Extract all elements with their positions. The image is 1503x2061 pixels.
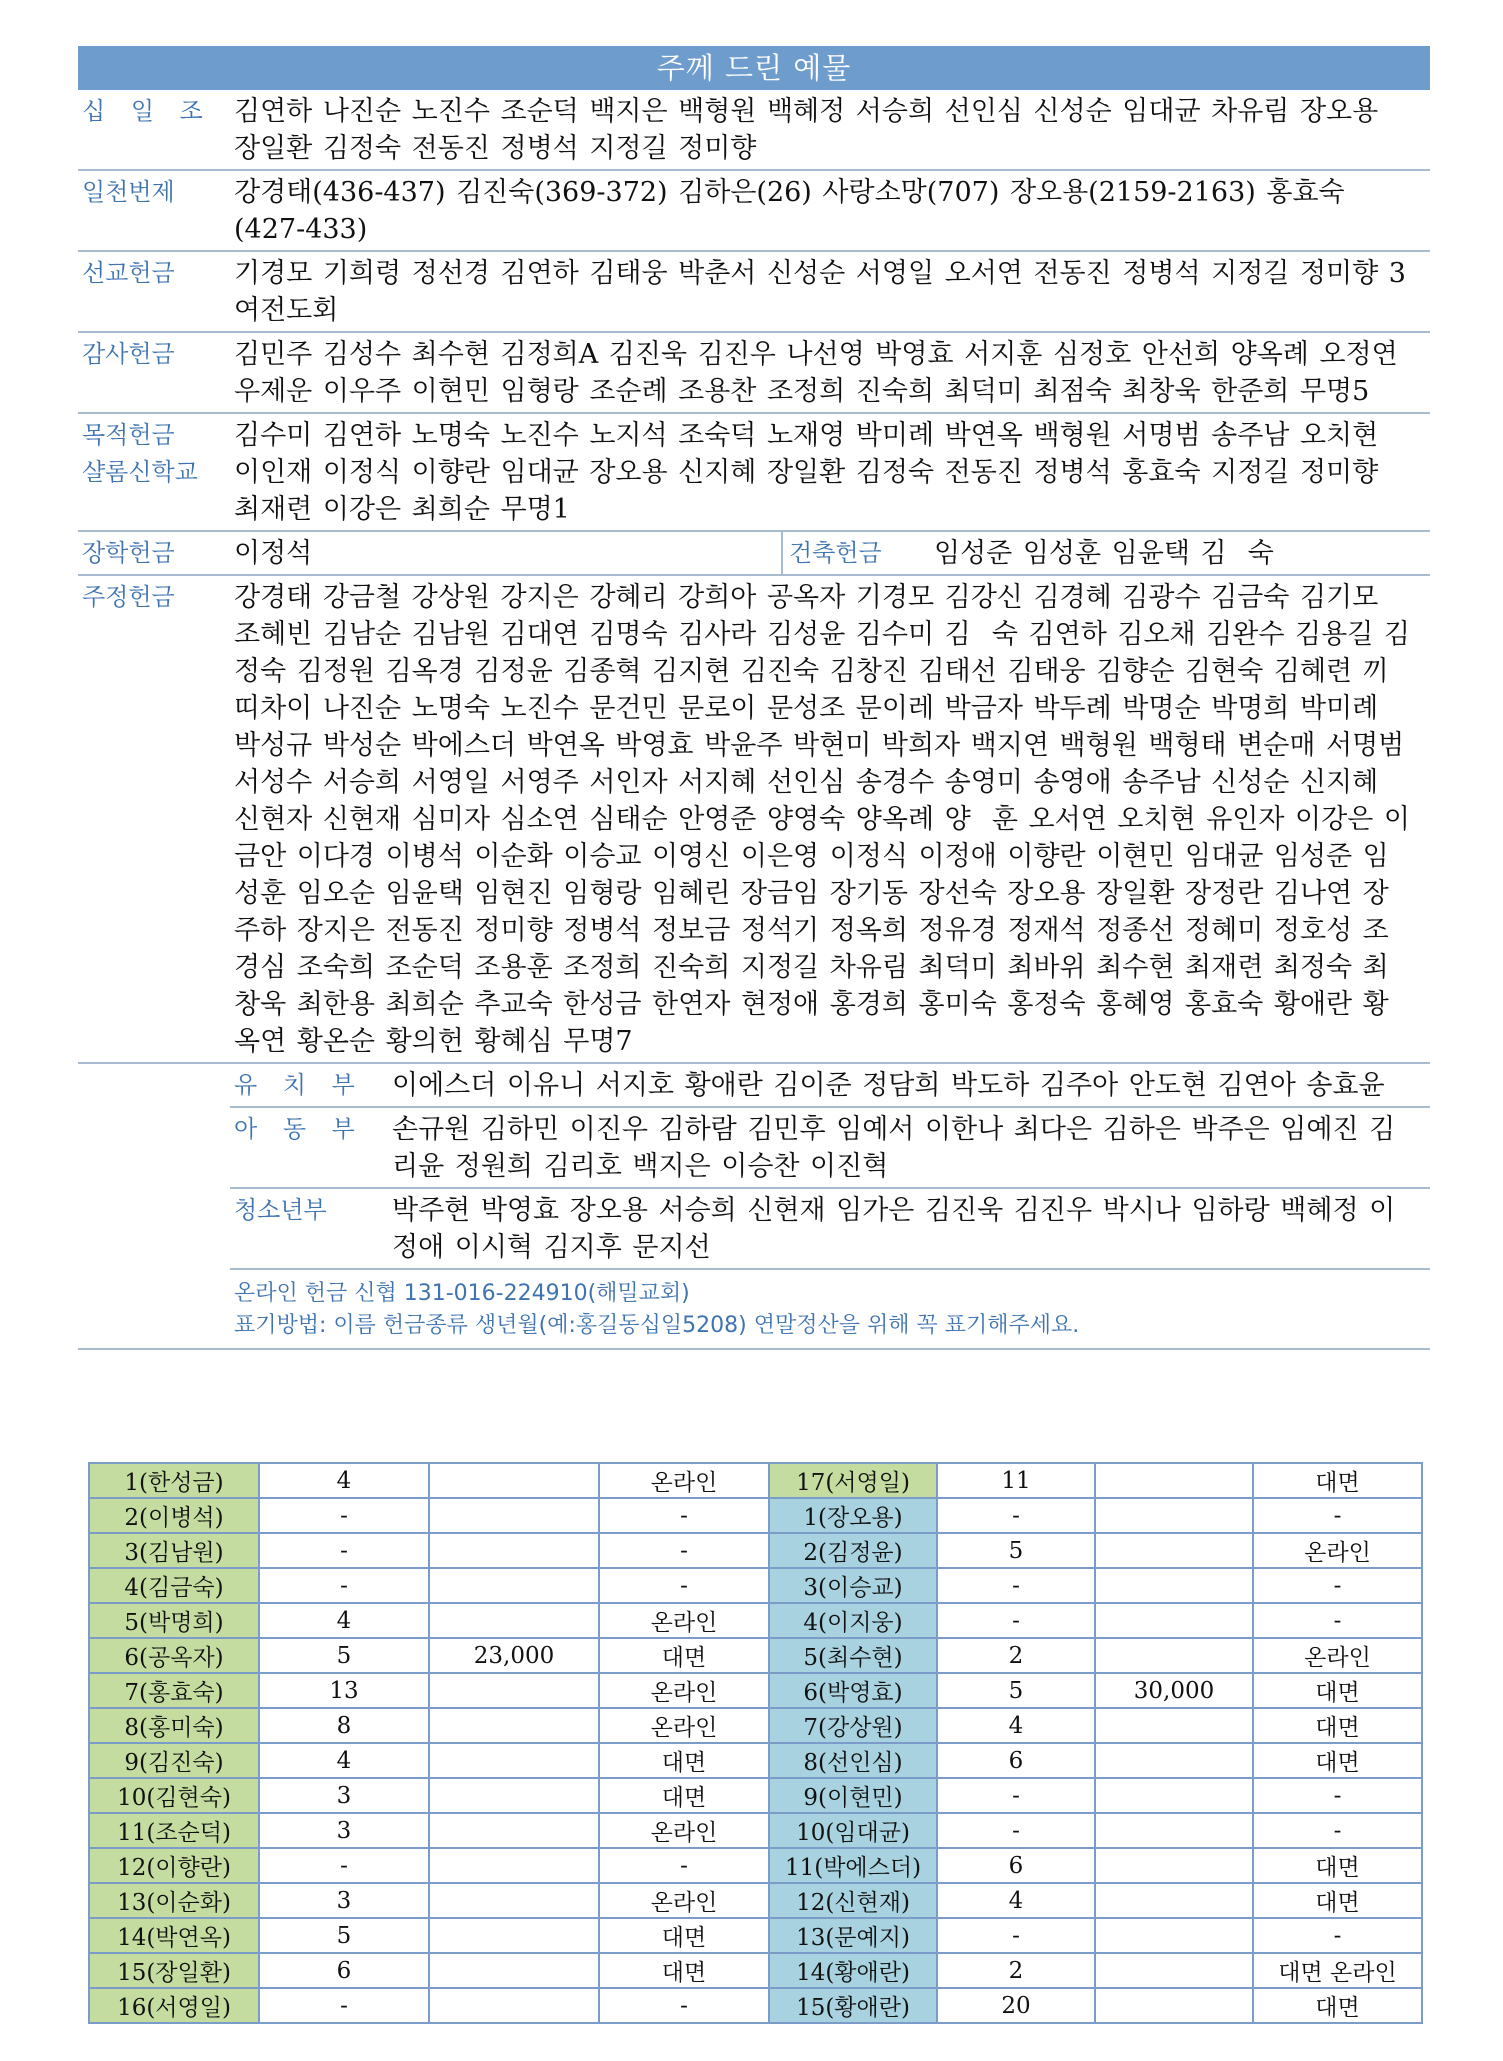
amount-cell xyxy=(1095,1883,1253,1918)
donor-names: 이에스더 이유니 서지호 황애란 김이준 정담희 박도하 김주아 안도현 김연아 송효윤 xyxy=(392,1070,1385,1101)
section-thousand-offerings xyxy=(78,171,1430,252)
section-label xyxy=(78,417,234,528)
amount-cell xyxy=(1095,1813,1253,1848)
amount-cell xyxy=(1095,1743,1253,1778)
mode-cell: 대면 xyxy=(1253,1673,1422,1708)
amount-cell xyxy=(429,1953,599,1988)
amount-cell xyxy=(429,1568,599,1603)
count-cell: 3 xyxy=(259,1813,429,1848)
amount-cell: 23,000 xyxy=(429,1638,599,1673)
count-cell: - xyxy=(937,1918,1095,1953)
amount-cell xyxy=(429,1918,599,1953)
amount-cell xyxy=(429,1883,599,1918)
member-name: 4(이지웅) xyxy=(769,1603,937,1638)
table-row xyxy=(89,1813,1422,1848)
mode-cell: 온라인 xyxy=(1253,1533,1422,1568)
section-label: 선교헌금 xyxy=(82,259,175,287)
mode-cell: 온라인 xyxy=(599,1603,769,1638)
count-cell: 3 xyxy=(259,1778,429,1813)
donor-names: 손규원 김하민 이진우 김하람 김민후 임예서 이한나 최다은 김하은 박주은 임예진 김리윤 정원희 김리호 백지은 이승찬 이진혁 xyxy=(392,1114,1396,1182)
section-label: 청소년부 xyxy=(234,1196,327,1224)
count-cell: - xyxy=(937,1568,1095,1603)
member-name: 3(이승교) xyxy=(769,1568,937,1603)
member-name: 10(임대균) xyxy=(769,1813,937,1848)
member-name: 2(이병석) xyxy=(89,1498,259,1533)
count-cell: - xyxy=(937,1498,1095,1533)
count-cell: 6 xyxy=(937,1848,1095,1883)
amount-cell xyxy=(1095,1988,1253,2023)
amount-cell xyxy=(429,1533,599,1568)
member-name: 10(김현숙) xyxy=(89,1778,259,1813)
amount-cell xyxy=(1095,1638,1253,1673)
member-name: 12(이향란) xyxy=(89,1848,259,1883)
amount-cell xyxy=(429,1498,599,1533)
mode-cell: 대면 xyxy=(1253,1743,1422,1778)
donor-names: 김연하 나진순 노진수 조순덕 백지은 백형원 백혜정 서승희 선인심 신성순 임대균 차유림 장오용 장일환 김정숙 전동진 정병석 지정길 정미향 xyxy=(234,96,1379,164)
member-name: 17(서영일) xyxy=(769,1463,937,1498)
count-cell: 4 xyxy=(259,1463,429,1498)
section-label: 일천번제 xyxy=(82,178,175,206)
mode-cell: 온라인 xyxy=(599,1883,769,1918)
amount-cell xyxy=(429,1813,599,1848)
mode-cell: 대면 xyxy=(599,1778,769,1813)
count-cell: 11 xyxy=(937,1463,1095,1498)
count-cell: - xyxy=(259,1988,429,2023)
member-name: 6(박영효) xyxy=(769,1673,937,1708)
member-name: 8(홍미숙) xyxy=(89,1708,259,1743)
amount-cell xyxy=(1095,1778,1253,1813)
member-name: 4(김금숙) xyxy=(89,1568,259,1603)
mode-cell: 대면 온라인 xyxy=(1253,1953,1422,1988)
member-name: 11(조순덕) xyxy=(89,1813,259,1848)
amount-cell xyxy=(429,1708,599,1743)
section-label: 건축헌금 xyxy=(789,539,882,567)
member-name: 5(최수현) xyxy=(769,1638,937,1673)
member-name: 5(박명희) xyxy=(89,1603,259,1638)
member-name: 1(한성금) xyxy=(89,1463,259,1498)
member-name: 13(이순화) xyxy=(89,1883,259,1918)
donor-names: 김민주 김성수 최수현 김정희A 김진욱 김진우 나선영 박영효 서지훈 심정호 안선희 양옥례 오정연 우제운 이우주 이현민 임형랑 조순례 조용찬 조정희 진숙희 최덕미 최점숙 최창욱 한준희 무명5 xyxy=(234,339,1398,407)
mode-cell: - xyxy=(599,1533,769,1568)
donor-names: 김수미 김연하 노명숙 노진수 노지석 조숙덕 노재영 박미례 박연옥 백형원 서명범 송주남 오치현 이인재 이정식 이향란 임대균 장오용 신지혜 장일환 김정숙 전동진 정병석 홍효숙 지정길 정미향 최재련 이강은 최희순 무명1 xyxy=(234,420,1379,525)
member-name: 14(황애란) xyxy=(769,1953,937,1988)
donor-names: 박주현 박영효 장오용 서승희 신현재 임가은 김진욱 김진우 박시나 임하랑 백혜정 이정애 이시혁 김지후 문지선 xyxy=(392,1195,1396,1263)
member-name: 8(선인심) xyxy=(769,1743,937,1778)
table-row xyxy=(89,1463,1422,1498)
mode-cell: - xyxy=(599,1988,769,2023)
amount-cell: 30,000 xyxy=(1095,1673,1253,1708)
section-tithe xyxy=(78,90,1430,171)
count-cell: - xyxy=(259,1568,429,1603)
count-cell: 5 xyxy=(259,1918,429,1953)
count-cell: 6 xyxy=(259,1953,429,1988)
mode-cell: - xyxy=(1253,1778,1422,1813)
donor-names: 임성준 임성훈 임윤택 김 숙 xyxy=(934,538,1274,569)
table-row xyxy=(89,1778,1422,1813)
section-building xyxy=(783,532,1430,574)
section-youth xyxy=(230,1189,1430,1270)
section-thanks-offering xyxy=(78,333,1430,414)
member-name: 3(김남원) xyxy=(89,1533,259,1568)
section-label: 장학헌금 xyxy=(82,539,175,567)
member-name: 7(홍효숙) xyxy=(89,1673,259,1708)
table-row xyxy=(89,1848,1422,1883)
amount-cell xyxy=(1095,1708,1253,1743)
count-cell: - xyxy=(259,1533,429,1568)
mode-cell: - xyxy=(1253,1918,1422,1953)
amount-cell xyxy=(429,1463,599,1498)
table-row xyxy=(89,1603,1422,1638)
mode-cell: 대면 xyxy=(1253,1708,1422,1743)
count-cell: 3 xyxy=(259,1883,429,1918)
count-cell: 2 xyxy=(937,1638,1095,1673)
count-cell: 4 xyxy=(259,1743,429,1778)
count-cell: - xyxy=(937,1603,1095,1638)
mode-cell: - xyxy=(1253,1813,1422,1848)
count-cell: 20 xyxy=(937,1988,1095,2023)
amount-cell xyxy=(429,1673,599,1708)
amount-cell xyxy=(429,1988,599,2023)
mode-cell: 대면 xyxy=(1253,1883,1422,1918)
count-cell: 8 xyxy=(259,1708,429,1743)
member-name: 11(박에스더) xyxy=(769,1848,937,1883)
donor-names: 강경태(436-437) 김진숙(369-372) 김하은(26) 사랑소망(707) 장오용(2159-2163) 홍효숙(427-433) xyxy=(234,177,1345,245)
section-label: 감사헌금 xyxy=(82,340,175,368)
amount-cell xyxy=(1095,1848,1253,1883)
section-mission-offering xyxy=(78,252,1430,333)
mode-cell: - xyxy=(1253,1603,1422,1638)
page-title: 주께 드린 예물 xyxy=(78,46,1430,90)
table-row xyxy=(89,1533,1422,1568)
table-row xyxy=(89,1988,1422,2023)
count-cell: 4 xyxy=(259,1603,429,1638)
count-cell: 5 xyxy=(937,1673,1095,1708)
donor-names: 기경모 기희령 정선경 김연하 김태웅 박춘서 신성순 서영일 오서연 전동진 정병석 지정길 정미향 3여전도회 xyxy=(234,258,1406,326)
table-row xyxy=(89,1638,1422,1673)
table-row xyxy=(89,1953,1422,1988)
mode-cell: 대면 xyxy=(1253,1988,1422,2023)
member-name: 14(박연옥) xyxy=(89,1918,259,1953)
section-children xyxy=(230,1108,1430,1189)
member-name: 6(공옥자) xyxy=(89,1638,259,1673)
section-weekly-offering xyxy=(78,576,1430,1064)
mode-cell: - xyxy=(599,1848,769,1883)
mode-cell: 온라인 xyxy=(599,1673,769,1708)
count-cell: 5 xyxy=(259,1638,429,1673)
mode-cell: - xyxy=(599,1498,769,1533)
count-cell: 6 xyxy=(937,1743,1095,1778)
mode-cell: 온라인 xyxy=(599,1813,769,1848)
donor-names: 이정석 xyxy=(234,538,313,569)
mode-cell: 대면 xyxy=(599,1953,769,1988)
amount-cell xyxy=(1095,1918,1253,1953)
table-row xyxy=(89,1708,1422,1743)
section-kindergarten xyxy=(230,1064,1430,1108)
section-scholarship-building xyxy=(78,532,1430,576)
offering-report xyxy=(78,46,1430,1350)
bank-account-info: 온라인 헌금 신협 131-016-224910(해밀교회) xyxy=(234,1281,690,1306)
online-offering-notice xyxy=(78,1270,1430,1350)
donor-names: 강경태 강금철 강상원 강지은 강혜리 강희아 공옥자 기경모 김강신 김경혜 김광수 김금숙 김기모 조혜빈 김남순 김남원 김대연 김명숙 김사라 김성윤 김수미 김 숙 김연하 김오채 김완수 김용길 김정숙 김정원 김옥경 김정윤 김종혁 김지현 김진숙 김창진 김태선 김태웅 김향순 김현숙 김혜련 끼띠차이 나진순 노명숙 노진수 문건민 문로이 문성조 문이레 박금자 박두례 박명순 박명희 박미례 박성규 박성순 박에스더 박연옥 박영효 박윤주 박현미 박희자 백지연 백형원 백형태 변순매 서명범 서성수 서승희 서영일 서영주 서인자 서지혜 선인심 송경수 송영미 송영애 송주남 신성순 신지혜 신현자 신현재 심미자 심소연 심태순 안영준 양영숙 양옥례 양 훈 오서연 오치현 유인자 이강은 이금안 이다경 이병석 이순화 이승교 이영신 이은영 이정식 이정애 이향란 이현민 임대균 임성준 임성훈 임오순 임윤택 임현진 임형랑 임혜린 장금임 장기동 장선숙 장오용 장일환 장정란 김나연 장주하 장지은 전동진 정미향 정병석 정보금 정석기 정옥희 정유경 정재석 정종선 정혜미 정호성 조경심 조숙희 조순덕 조용훈 조정희 진숙희 지정길 차유림 최덕미 최바위 최수현 최재련 최정숙 최창욱 최한용 최희순 추교숙 한성금 한연자 현정애 홍경희 홍미숙 홍정숙 홍혜영 홍효숙 황애란 황옥연 황온순 황의헌 황혜심 무명7 xyxy=(234,582,1415,1057)
count-cell: 4 xyxy=(937,1708,1095,1743)
member-name: 7(강상원) xyxy=(769,1708,937,1743)
amount-cell xyxy=(1095,1498,1253,1533)
count-cell: 2 xyxy=(937,1953,1095,1988)
table-row xyxy=(89,1568,1422,1603)
mode-cell: 대면 xyxy=(599,1743,769,1778)
section-label-line2: 샬롬신학교 xyxy=(82,458,198,486)
mode-cell: - xyxy=(599,1568,769,1603)
mode-cell: 온라인 xyxy=(1253,1638,1422,1673)
member-name: 2(김정윤) xyxy=(769,1533,937,1568)
mode-cell: 대면 xyxy=(599,1918,769,1953)
member-name: 16(서영일) xyxy=(89,1988,259,2023)
amount-cell xyxy=(1095,1568,1253,1603)
labeling-instructions: 표기방법: 이름 헌금종류 생년월(예:홍길동십일5208) 연말정산을 위해 꼭 표기해주세요. xyxy=(234,1313,1080,1338)
member-name: 15(황애란) xyxy=(769,1988,937,2023)
section-label: 주정헌금 xyxy=(82,583,175,611)
count-cell: 5 xyxy=(937,1533,1095,1568)
member-name: 15(장일환) xyxy=(89,1953,259,1988)
attendance-table xyxy=(88,1462,1423,2024)
member-name: 12(신현재) xyxy=(769,1883,937,1918)
table-row xyxy=(89,1498,1422,1533)
member-name: 9(김진숙) xyxy=(89,1743,259,1778)
count-cell: - xyxy=(259,1848,429,1883)
table-row xyxy=(89,1883,1422,1918)
amount-cell xyxy=(1095,1953,1253,1988)
mode-cell: 온라인 xyxy=(599,1708,769,1743)
amount-cell xyxy=(1095,1463,1253,1498)
section-purpose-offering xyxy=(78,414,1430,532)
section-label: 십 일 조 xyxy=(82,97,212,125)
mode-cell: - xyxy=(1253,1568,1422,1603)
table-row xyxy=(89,1918,1422,1953)
section-scholarship xyxy=(78,532,783,574)
mode-cell: 온라인 xyxy=(599,1463,769,1498)
mode-cell: 대면 xyxy=(599,1638,769,1673)
table-row xyxy=(89,1673,1422,1708)
count-cell: - xyxy=(937,1778,1095,1813)
amount-cell xyxy=(429,1778,599,1813)
mode-cell: 대면 xyxy=(1253,1463,1422,1498)
count-cell: - xyxy=(259,1498,429,1533)
member-name: 13(문예지) xyxy=(769,1918,937,1953)
section-label: 유 치 부 xyxy=(234,1071,364,1099)
member-name: 1(장오용) xyxy=(769,1498,937,1533)
amount-cell xyxy=(429,1603,599,1638)
amount-cell xyxy=(1095,1603,1253,1638)
table-row xyxy=(89,1743,1422,1778)
amount-cell xyxy=(429,1743,599,1778)
member-name: 9(이현민) xyxy=(769,1778,937,1813)
count-cell: - xyxy=(937,1813,1095,1848)
department-sections xyxy=(230,1064,1430,1270)
amount-cell xyxy=(429,1848,599,1883)
count-cell: 4 xyxy=(937,1883,1095,1918)
section-label-line1: 목적헌금 xyxy=(82,421,175,449)
count-cell: 13 xyxy=(259,1673,429,1708)
mode-cell: - xyxy=(1253,1498,1422,1533)
amount-cell xyxy=(1095,1533,1253,1568)
section-label: 아 동 부 xyxy=(234,1115,364,1143)
mode-cell: 대면 xyxy=(1253,1848,1422,1883)
